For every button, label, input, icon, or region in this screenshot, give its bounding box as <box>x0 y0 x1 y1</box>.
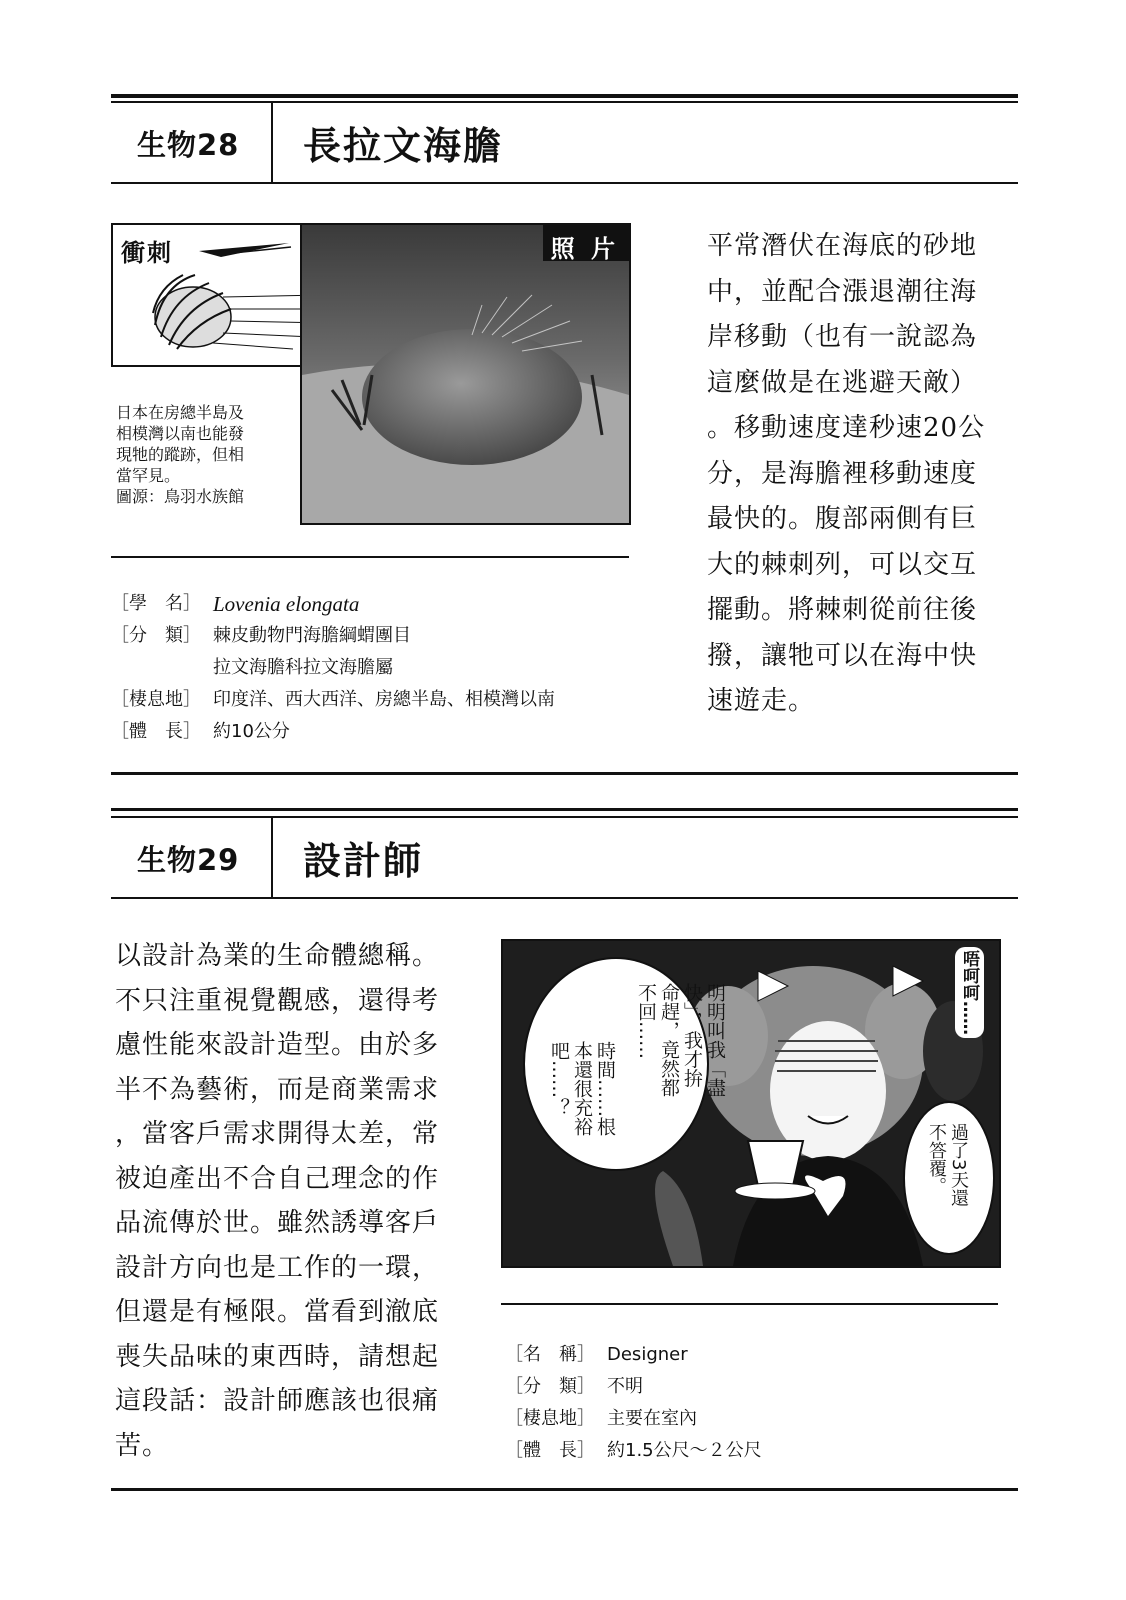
info-row-habitat <box>111 684 555 716</box>
caption-line: 相模灣以南也能發 <box>116 424 245 443</box>
info-value: Lovenia elongata <box>213 592 360 616</box>
caption-line: 當罕見。 <box>116 466 181 485</box>
description-line: 品流傳於世。雖然誘導客戶 <box>115 1208 440 1238</box>
description-line: 但還是有極限。當看到澈底 <box>115 1297 440 1327</box>
info-value: 主要在室內 <box>607 1408 697 1429</box>
description-line: 這麼做是在逃避天敵） <box>707 367 978 398</box>
entry29-header <box>111 816 1018 898</box>
info-row-habitat <box>505 1403 762 1435</box>
info-value: Designer <box>607 1344 688 1365</box>
bubble-text-column: 本還很充裕 <box>571 1041 593 1136</box>
info-row-length <box>505 1435 762 1467</box>
bubble1-text <box>547 983 726 1153</box>
entry28-number: 生物28 <box>137 128 240 162</box>
caption-line: 現牠的蹤跡，但相 <box>116 445 245 464</box>
description-line: 這段話：設計師應該也很痛 <box>115 1386 440 1416</box>
bubble-text-column: 吧……？ <box>548 1041 570 1117</box>
description-line: 被迫產出不合自己理念的作 <box>115 1163 440 1194</box>
caption-credit: 圖源：鳥羽水族館 <box>116 487 245 506</box>
photo-label: 照 片 <box>550 235 619 263</box>
header-divider <box>271 101 273 183</box>
entry28-header-bottom-rule <box>111 182 1018 184</box>
bubble-text-column: 命趕，竟然都 <box>658 983 680 1097</box>
description-line: 喪失品味的東西時，請想起 <box>115 1341 440 1372</box>
description-line: 半不為藝術，而是商業需求 <box>115 1074 440 1105</box>
info-label: ［分 類］ <box>111 625 201 646</box>
bubble-text-column: 不回…… <box>635 983 657 1059</box>
entry28-title: 長拉文海膽 <box>303 124 504 168</box>
description-line: 。移動速度達秒速20公 <box>707 413 986 443</box>
description-line: ，當客戶需求開得太差，常 <box>115 1119 440 1149</box>
info-row-length <box>111 716 555 748</box>
info-value: 印度洋、西大西洋、房總半島、相模灣以南 <box>213 689 555 710</box>
sound-effect: 唔呵呵…… <box>955 947 984 1038</box>
sea-urchin-photo <box>302 225 629 523</box>
info-value: 拉文海膽科拉文海膽屬 <box>213 657 393 678</box>
description-line: 平常潛伏在海底的砂地 <box>707 231 978 261</box>
entry28-bottom-rule <box>111 772 1018 775</box>
info-label: ［棲息地］ <box>505 1408 595 1429</box>
info-value: 不明 <box>607 1376 643 1397</box>
info-label: ［學 名］ <box>111 593 201 614</box>
entry28-header <box>111 101 1018 183</box>
info-label: ［分 類］ <box>505 1376 595 1397</box>
info-value: 約1.5公尺～２公尺 <box>607 1440 762 1461</box>
entry28-info-table <box>111 588 555 748</box>
description-line: 撥，讓牠可以在海中快 <box>707 640 978 671</box>
info-row-classification <box>111 620 555 652</box>
bubble3-text <box>925 1123 969 1243</box>
bubble-text-column: 明明叫我「盡 <box>704 983 726 1097</box>
header-divider <box>271 816 273 898</box>
description-line: 以設計為業的生命體總稱。 <box>115 941 440 971</box>
bubble-text-column: 過了3天還 <box>948 1123 969 1207</box>
entry29-header-bottom-rule <box>111 897 1018 899</box>
description-line: 最快的。腹部兩側有巨 <box>707 504 978 534</box>
info-label: ［體 長］ <box>111 721 201 742</box>
entry28-photo <box>300 223 631 525</box>
info-row-name <box>505 1339 762 1371</box>
bubble-text-column: 快」，我才拚 <box>681 983 703 1088</box>
bubble-text-column: 不答覆。 <box>926 1123 947 1195</box>
info-row-scientific-name <box>111 588 555 620</box>
info-value: 棘皮動物門海膽綱蝟團目 <box>213 625 411 646</box>
entry28-description <box>707 224 985 725</box>
info-value: 約10公分 <box>213 721 290 742</box>
info-label: ［名 稱］ <box>505 1344 595 1365</box>
info-label: ［棲息地］ <box>111 689 201 710</box>
info-label: ［體 長］ <box>505 1440 595 1461</box>
sketch-label: 衝刺 <box>121 239 173 267</box>
entry29-description <box>115 934 439 1468</box>
description-line: 不只注重視覺觀感，還得考 <box>115 985 440 1016</box>
description-line: 中，並配合漲退潮往海 <box>707 276 978 307</box>
description-line: 擺動。將棘刺從前往後 <box>707 595 978 625</box>
entry29-top-rule <box>111 808 1018 811</box>
info-row-classification <box>505 1371 762 1403</box>
description-line: 慮性能來設計造型。由於多 <box>115 1030 440 1060</box>
info-label <box>111 652 213 684</box>
description-line: 分，是海膽裡移動速度 <box>707 458 978 489</box>
description-line: 大的棘刺列，可以交互 <box>707 549 978 580</box>
entry28-info-rule <box>111 556 629 558</box>
caption-line: 日本在房總半島及 <box>116 403 245 422</box>
entry29-comic-panel <box>501 939 1001 1268</box>
description-line: 岸移動（也有一說認為 <box>707 322 978 352</box>
entry29-number: 生物29 <box>137 843 240 877</box>
info-row-classification-cont <box>111 652 555 684</box>
entry29-bottom-rule <box>111 1488 1018 1491</box>
entry28-photo-caption <box>116 402 244 507</box>
entry29-info-rule <box>501 1303 998 1305</box>
entry29-info-table <box>505 1339 762 1467</box>
top-double-rule <box>111 94 1018 98</box>
description-line: 設計方向也是工作的一環， <box>115 1252 440 1283</box>
entry29-title: 設計師 <box>303 839 424 883</box>
description-line: 速遊走。 <box>707 686 816 716</box>
bubble-text-column: 時間……根 <box>594 1041 616 1136</box>
description-line: 苦。 <box>115 1430 170 1461</box>
